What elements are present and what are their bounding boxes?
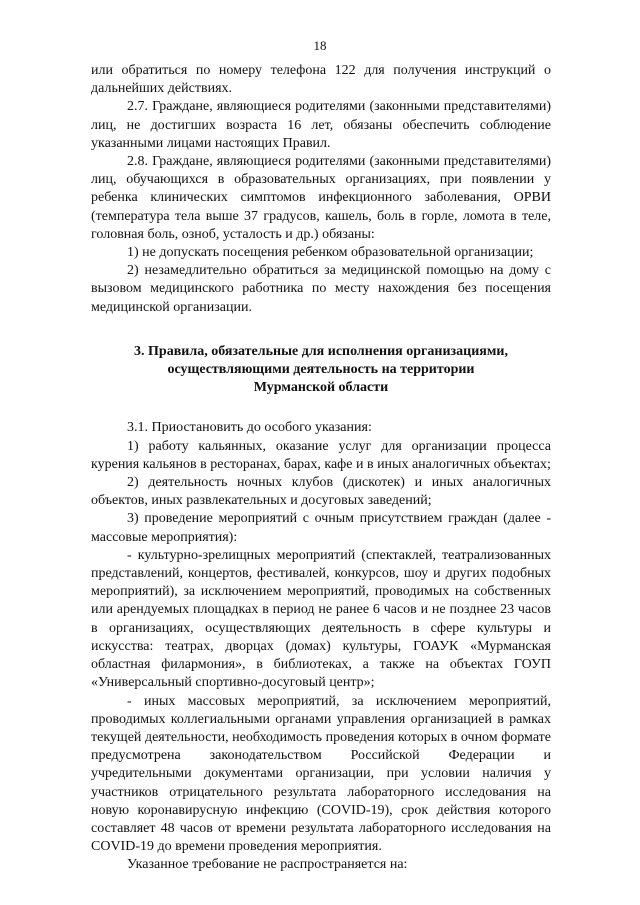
section-heading [91, 343, 551, 398]
section-heading-line-2: осуществляющими деятельность на территории [167, 362, 475, 378]
paragraph-2-8: 2.8. Граждане, являющиеся родителями (законными представителями) лиц, обучающихся в образовательных организациях, при появлении у ребенка клинических симптомов инфекционного заболевания, ОРВИ (температура тела выше 37 градусов, кашель, боль в горле, ломота в теле, головная боль, озноб, усталость и др.) обязаны: [91, 154, 551, 242]
page-content [91, 62, 551, 875]
list-item-night-clubs: 2) деятельность ночных клубов (дискотек) и иных аналогичных объектов, иных развлекательных и досуговых заведений; [91, 475, 551, 509]
bullet-cultural-events: - культурно-зрелищных мероприятий (спектаклей, театрализованных представлений, концертов, фестивалей, конкурсов, шоу и других подобных мероприятий), за исключением мероприятий, проводимых на собственных или арендуемых площадках в период не ранее 6 часов и не позднее 23 часов в организациях, осуществляющих деятельность в сфере культуры и искусства: театрах, дворцах (домах) культуры, ГОАУК «Мурманская областная филармония», в библиотеках, а также на объектах ГОУП «Универсальный спортивно-досуговый центр»; [91, 547, 551, 691]
section-heading-line-3: Мурманской области [253, 380, 389, 396]
list-item-1: 1) не допускать посещения ребенком образовательной организации; [127, 245, 534, 261]
paragraph-exception: Указанное требование не распространяется на: [127, 857, 408, 873]
section-heading-line-1: 3. Правила, обязательные для исполнения организациями, [134, 343, 508, 359]
list-item-mass-events: 3) проведение мероприятий с очным присутствием граждан (далее - массовые мероприятия): [91, 511, 551, 545]
paragraph-2-7: 2.7. Граждане, являющиеся родителями (законными представителями) лиц, не достигших возраста 16 лет, обязаны обеспечить соблюдение указанными лицами настоящих Правил. [91, 99, 551, 151]
paragraph-3-1: 3.1. Приостановить до особого указания: [127, 420, 372, 436]
page-number: 18 [313, 38, 327, 53]
paragraph-continuation: или обратиться по номеру телефона 122 для получения инструкций о дальнейших действиях. [91, 63, 551, 97]
list-item-2: 2) незамедлительно обратиться за медицинской помощью на дому с вызовом медицинского работника по месту нахождения без посещения медицинской организации. [91, 263, 551, 315]
bullet-other-events: - иных массовых мероприятий, за исключением мероприятий, проводимых коллегиальными органами управления организацией в рамках текущей деятельности, необходимость проведения которых в очном формате предусмотрена законодательством Российской Федерации и учредительными документами организации, при условии наличия у участников отрицательного результата лабораторного исследования на новую коронавирусную инфекцию (COVID-19), срок действия которого составляет 48 часов от времени результата лабораторного исследования на COVID-19 до времени проведения мероприятия. [91, 693, 551, 855]
list-item-hookah: 1) работу кальянных, оказание услуг для организации процесса курения кальянов в ресторанах, барах, кафе и в иных аналогичных объектах; [91, 438, 551, 472]
